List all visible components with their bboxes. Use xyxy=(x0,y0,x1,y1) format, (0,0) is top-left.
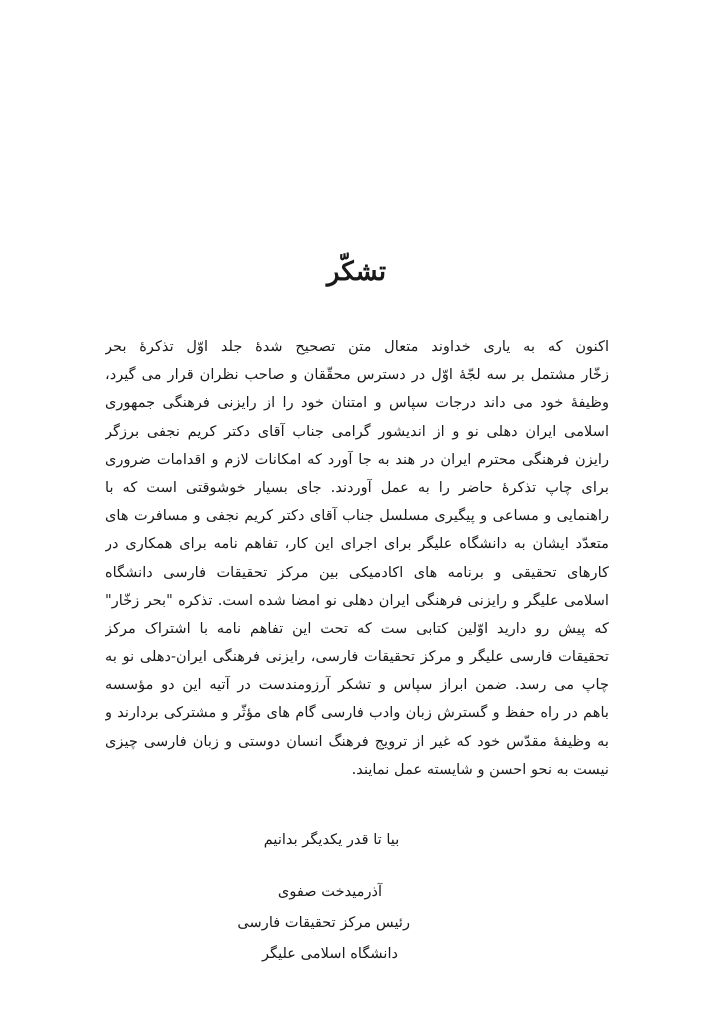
signature-block xyxy=(237,876,410,969)
paragraph-line: اسلامی ایران دهلی نو و از اندیشور گرامی جناب آقای دکتر کریم نجفی برزگر xyxy=(105,422,609,440)
paragraph-line: متعدّد ایشان به دانشگاه علیگر برای اجرای این کار، تفاهم نامه برای همکاری در xyxy=(105,535,609,553)
paragraph-line: تحقیقات فارسی علیگر و مرکز تحقیقات فارسی، رایزنی فرهنگی ایران-دهلی نو به xyxy=(105,648,609,666)
paragraph-line: وظیفهٔ خود می داند درجات سپاس و امتنان خود را از رایزنی فرهنگی جمهوری xyxy=(105,394,609,412)
paragraph-line: نیست به نحو احسن و شایسته عمل نمایند. xyxy=(351,760,609,778)
paragraph-line: کارهای تحقیقی و برنامه های اکادمیکی بین مرکز تحقیقات فارسی دانشگاه xyxy=(105,563,609,581)
paragraph-line: باهم در راه حفظ و گسترش زبان وادب فارسی گام های مؤثّر و مشترکی بردارند و xyxy=(105,704,609,722)
paragraph-line: اکنون که به یاری خداوند متعال متن تصحیح شدهٔ جلد اوّل تذکرهٔ بحر xyxy=(105,338,609,355)
signatory-name: آذرمیدخت صفوی xyxy=(277,883,383,900)
signatory-institution: دانشگاه اسلامی علیگر xyxy=(261,945,399,962)
paragraph-line: چاپ می رسد. ضمن ابراز سپاس و تشکر آرزومندست در آتیه این دو مؤسسه xyxy=(105,676,609,694)
verse-line: بیا تا قدر یکدیگر بدانیم xyxy=(263,831,400,848)
paragraph-line: راهنمایی و مساعی و پیگیری مسلسل جناب آقای دکتر کریم نجفی و مسافرت های xyxy=(105,507,609,525)
paragraph-line: اسلامی علیگر و رایزنی فرهنگی ایران دهلی نو امضا شده است. تذکره "بحر زخّار" xyxy=(105,591,609,609)
paragraph-line: که پیش رو دارید اوّلین کتابی ست که تحت این تفاهم نامه با اشتراک مرکز xyxy=(105,619,609,637)
paragraph-line: رایزن فرهنگی محترم ایران در هند به جا آورد که امکانات لازم و اقدامات ضروری xyxy=(105,450,609,468)
signatory-position: رئیس مرکز تحقیقات فارسی xyxy=(237,914,410,931)
paragraph-line: زخّار مشتمل بر سه لجّهٔ اوّل در دسترس محقّقان و صاحب نظران قرار می گیرد، xyxy=(105,366,609,384)
page-title: تشکّر xyxy=(326,257,387,287)
paragraph-line: به وظیفهٔ مقدّس خود که غیر از ترویج فرهنگ انسان دوستی و زبان فارسی چیزی xyxy=(105,732,609,750)
acknowledgement-paragraph xyxy=(105,333,609,784)
paragraph-line: برای چاپ تذکرهٔ حاضر را به عمل آوردند. جای بسیار خوشوقتی است که با xyxy=(105,478,609,496)
